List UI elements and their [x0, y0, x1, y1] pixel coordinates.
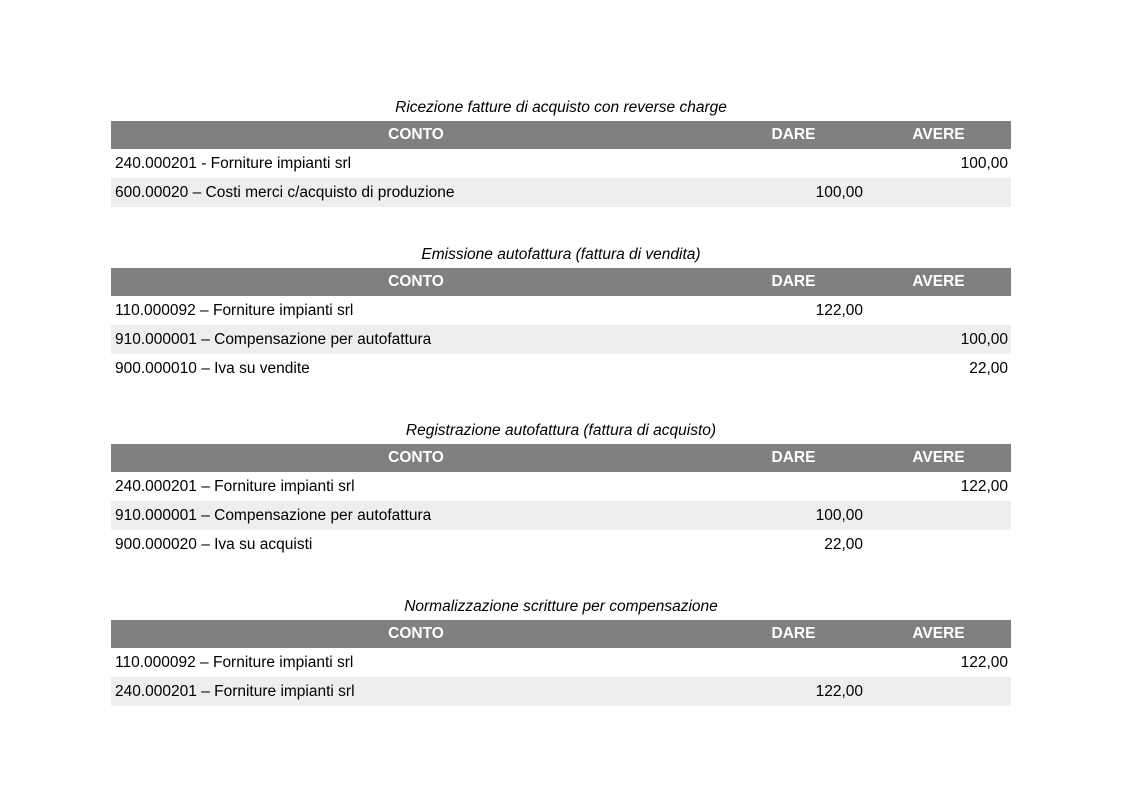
accounting-table — [111, 268, 1011, 383]
cell-conto: 900.000020 – Iva su acquisti — [115, 535, 313, 553]
table-title: Registrazione autofattura (fattura di acquisto) — [405, 422, 717, 439]
column-header-dare: DARE — [771, 273, 816, 290]
cell-avere — [866, 296, 1011, 325]
cell-avere: 22,00 — [969, 359, 1008, 377]
cell-dare: 122,00 — [815, 301, 863, 319]
cell-conto: 110.000092 – Forniture impianti srl — [115, 301, 354, 319]
table-row — [111, 149, 1011, 178]
journal-entry-section — [111, 97, 1011, 207]
column-header-conto: CONTO — [388, 126, 444, 143]
cell-dare — [721, 354, 866, 383]
cell-dare — [721, 325, 866, 354]
cell-avere: 122,00 — [960, 477, 1008, 495]
column-header-avere: AVERE — [912, 273, 965, 290]
table-row — [111, 296, 1011, 325]
table-row — [111, 677, 1011, 706]
table-row — [111, 325, 1011, 354]
cell-conto: 900.000010 – Iva su vendite — [115, 359, 310, 377]
table-row — [111, 530, 1011, 559]
cell-avere — [866, 178, 1011, 207]
cell-avere: 122,00 — [960, 653, 1008, 671]
cell-dare: 22,00 — [824, 535, 863, 553]
column-header-conto: CONTO — [388, 273, 444, 290]
cell-avere — [866, 677, 1011, 706]
column-header-avere: AVERE — [912, 625, 965, 642]
table-row — [111, 648, 1011, 677]
column-header-dare: DARE — [771, 449, 816, 466]
journal-entry-section — [111, 244, 1011, 383]
cell-conto: 240.000201 - Forniture impianti srl — [115, 154, 352, 172]
cell-avere: 100,00 — [960, 154, 1008, 172]
column-header-avere: AVERE — [912, 126, 965, 143]
table-title: Ricezione fatture di acquisto con reverse charge — [395, 99, 727, 116]
cell-avere: 100,00 — [960, 330, 1008, 348]
accounting-table — [111, 620, 1011, 706]
column-header-dare: DARE — [771, 126, 816, 143]
table-title: Normalizzazione scritture per compensazione — [404, 598, 718, 615]
accounting-table — [111, 444, 1011, 559]
table-title: Emissione autofattura (fattura di vendita) — [421, 246, 701, 263]
table-header-row — [111, 268, 1011, 296]
cell-dare — [721, 149, 866, 178]
cell-conto: 600.00020 – Costi merci c/acquisto di produzione — [115, 183, 455, 201]
journal-entry-section — [111, 420, 1011, 559]
cell-conto: 110.000092 – Forniture impianti srl — [115, 653, 354, 671]
table-row — [111, 354, 1011, 383]
table-header-row — [111, 444, 1011, 472]
journal-entry-section — [111, 596, 1011, 706]
cell-dare: 100,00 — [815, 183, 863, 201]
document-page — [111, 97, 1011, 743]
cell-conto: 240.000201 – Forniture impianti srl — [115, 477, 355, 495]
accounting-table — [111, 121, 1011, 207]
cell-dare — [721, 472, 866, 501]
column-header-avere: AVERE — [912, 449, 965, 466]
cell-dare: 100,00 — [815, 506, 863, 524]
column-header-dare: DARE — [771, 625, 816, 642]
column-header-conto: CONTO — [388, 449, 444, 466]
table-row — [111, 472, 1011, 501]
table-header-row — [111, 620, 1011, 648]
cell-dare: 122,00 — [815, 682, 863, 700]
cell-conto: 240.000201 – Forniture impianti srl — [115, 682, 355, 700]
table-row — [111, 178, 1011, 207]
table-row — [111, 501, 1011, 530]
cell-conto: 910.000001 – Compensazione per autofattura — [115, 330, 432, 348]
column-header-conto: CONTO — [388, 625, 444, 642]
cell-conto: 910.000001 – Compensazione per autofattura — [115, 506, 432, 524]
table-header-row — [111, 121, 1011, 149]
cell-avere — [866, 530, 1011, 559]
cell-avere — [866, 501, 1011, 530]
cell-dare — [721, 648, 866, 677]
